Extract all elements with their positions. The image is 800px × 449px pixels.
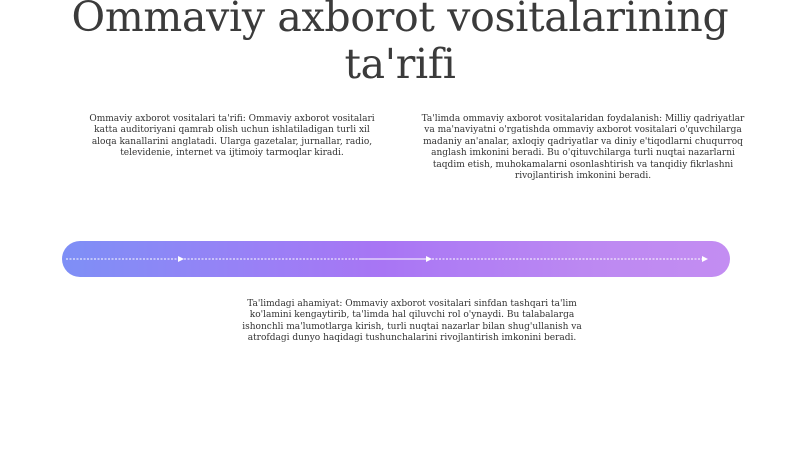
arrow-right-icon xyxy=(426,256,432,262)
timeline-bar xyxy=(62,241,730,277)
importance-text: Ta'limdagi ahamiyat: Ommaviy axborot vositalari sinfdan tashqari ta'lim ko'lamini kengaytirib, ta'limda hal qiluvchi rol o'ynaydi. Bu talabalarga ishonchli ma'lumotlarga kirish, turli nuqtai nazarlar bilan shug'ullanish va atrofdagi dunyo haqidagi tushunchalarini rivojlantirish imkonini beradi. xyxy=(242,299,582,344)
timeline-arrows xyxy=(62,241,730,277)
page-title: Ommaviy axborot vositalarining ta'rifi xyxy=(71,0,729,88)
arrow-right-icon xyxy=(178,256,184,262)
definition-text: Ommaviy axborot vositalari ta'rifi: Ommaviy axborot vositalari katta auditoriyani qamrab olish uchun ishlatiladigan turli xil aloqa kanallarini anglatadi. Ularga gazetalar, jurnallar, radio, televidenie, internet va ijtimoiy tarmoqlar kiradi. xyxy=(89,114,375,159)
usage-text: Ta'limda ommaviy axborot vositalaridan foydalanish: Milliy qadriyatlar va ma'naviyatni o'rgatishda ommaviy axborot vositalari o'quvchilarga madaniy an'analar, axloqiy qadriyatlar va diniy e'tiqodlarni chuqurroq anglash imkonini beradi. Bu o'qituvchilarga turli nuqtai nazarlarni taqdim etish, muhokamalarni osonlashtirish va tanqidiy fikrlashni rivojlantirish imkonini beradi. xyxy=(421,114,745,182)
arrow-right-icon xyxy=(702,256,708,262)
